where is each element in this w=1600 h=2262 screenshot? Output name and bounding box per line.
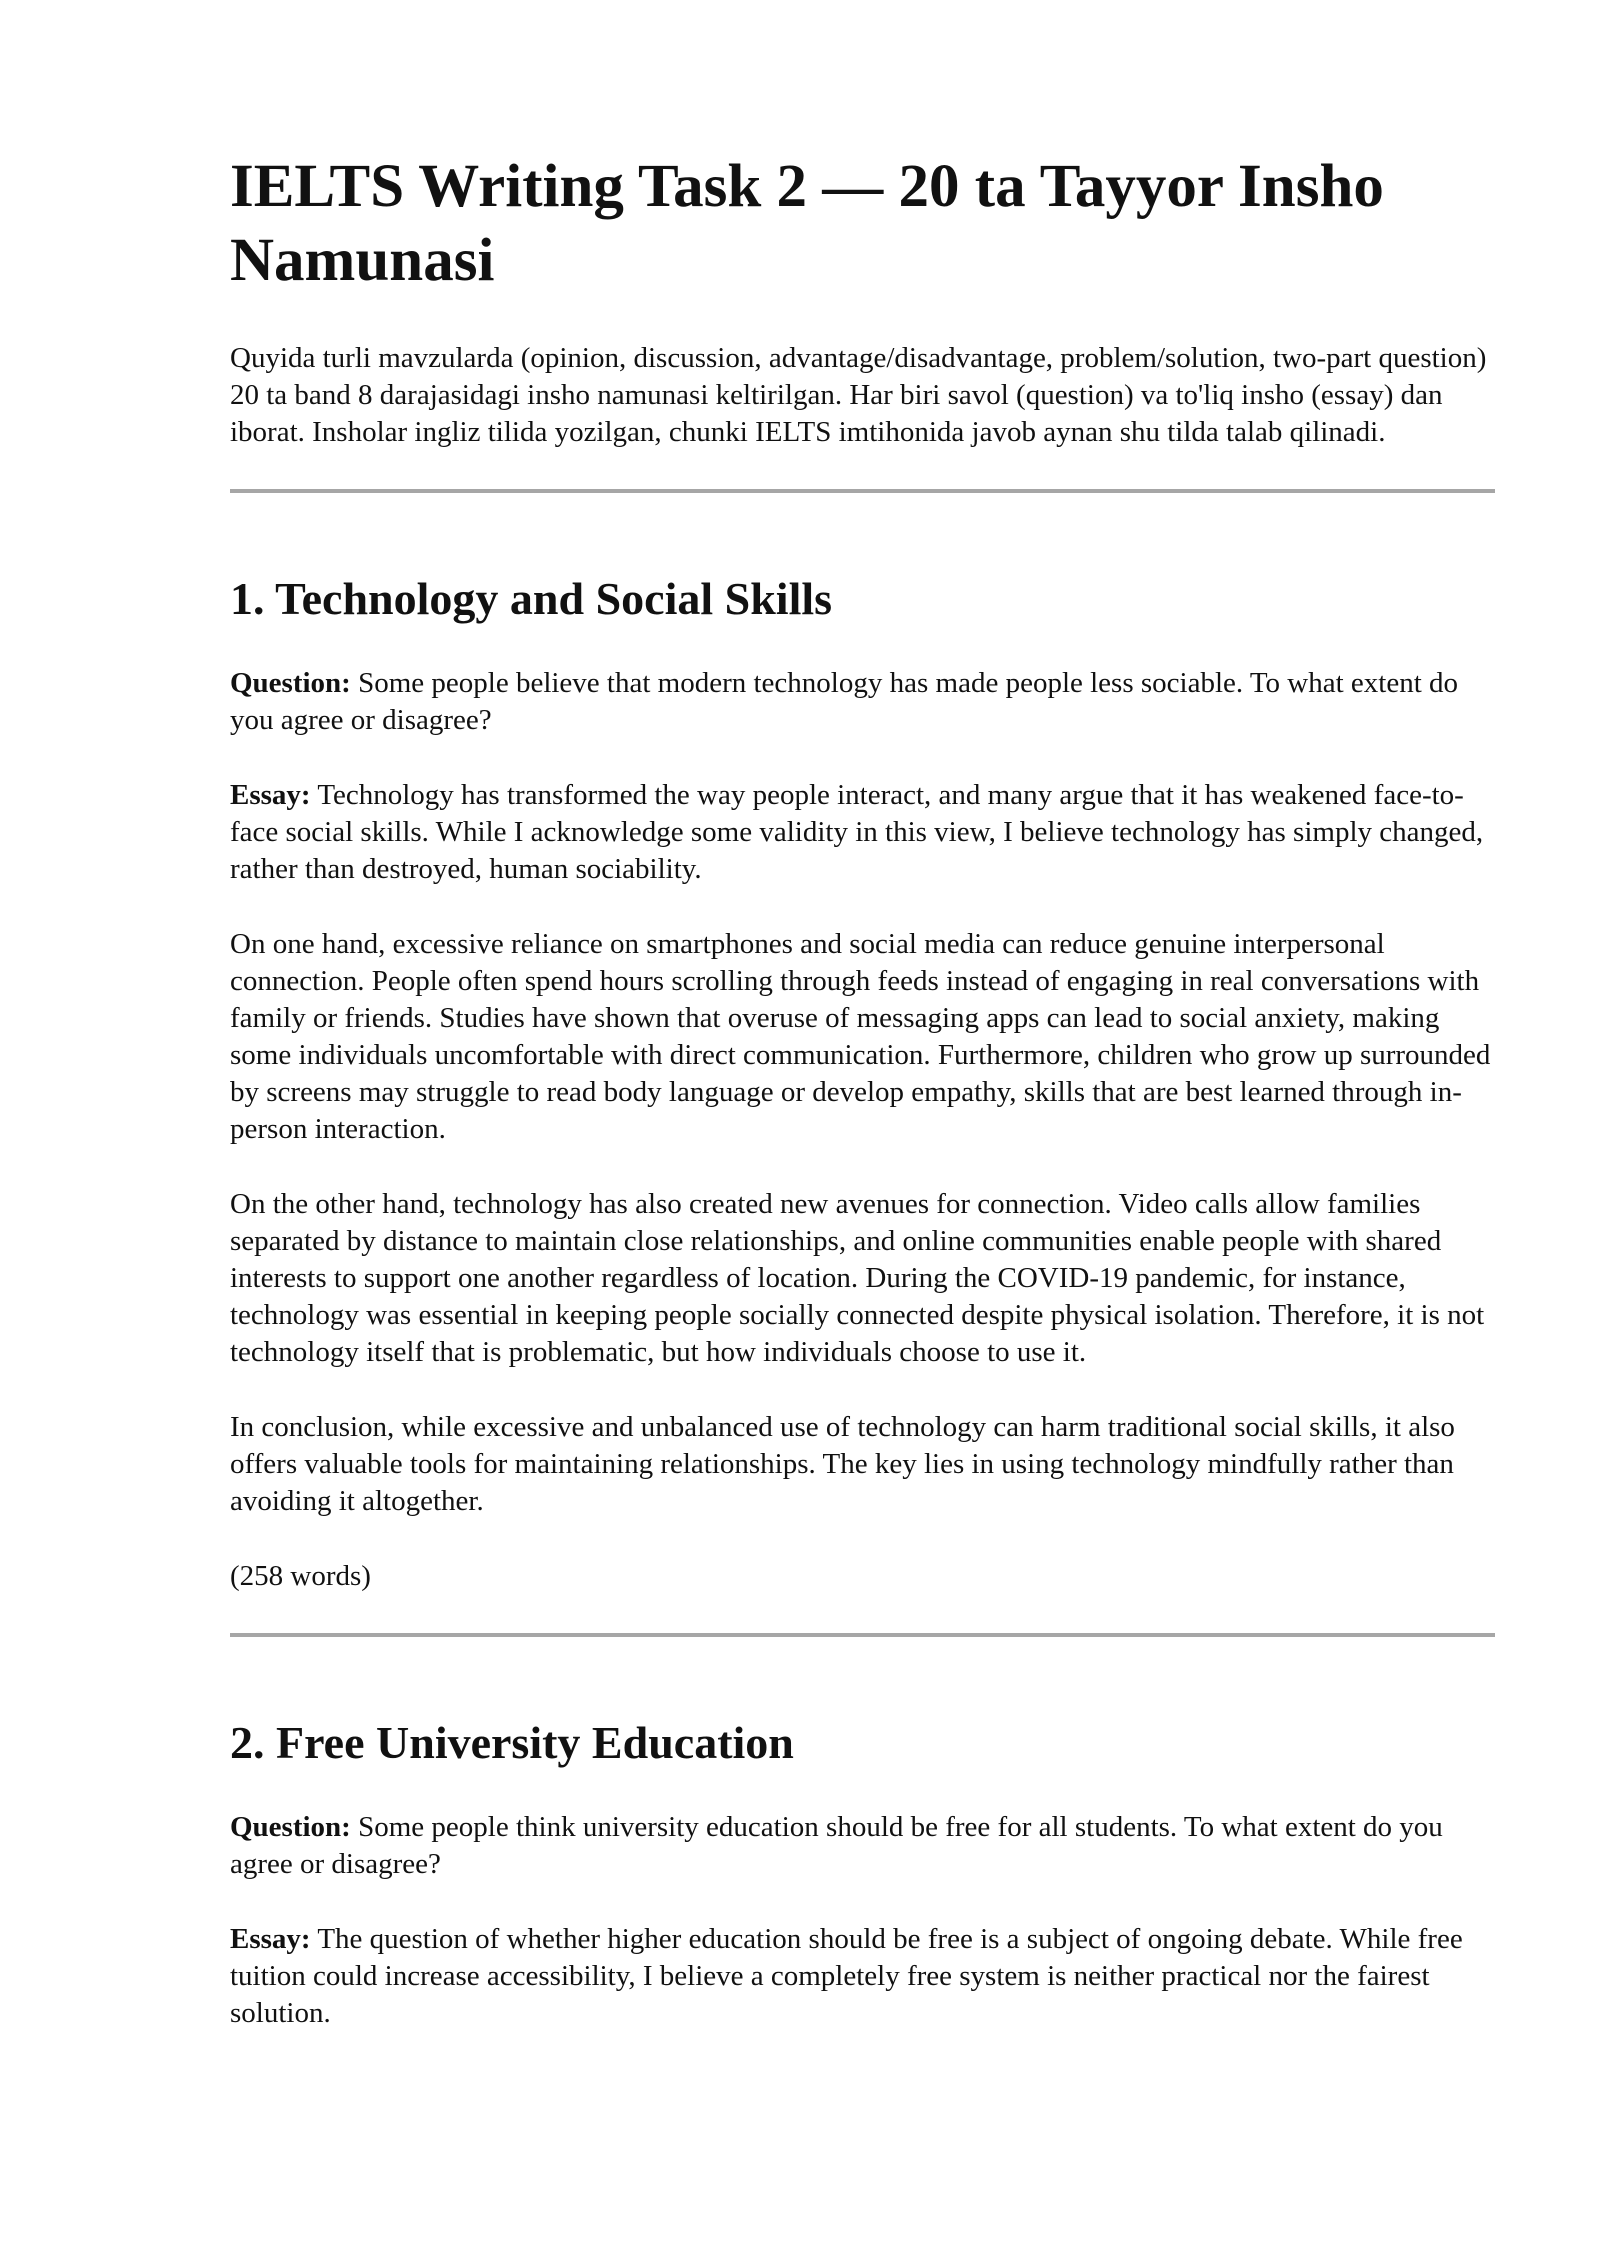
section-divider (230, 489, 1495, 493)
essay-intro-paragraph (230, 1921, 1495, 2032)
essay-intro-text: The question of whether higher education should be free is a subject of ongoing debate. While free tuition could increase accessibility, I believe a completely free system is neither practical nor the fairest solution. (230, 1923, 1463, 2029)
essay-section-1 (230, 571, 1495, 1595)
question-text: Some people believe that modern technology has made people less sociable. To what extent do you agree or disagree? (230, 667, 1459, 736)
essay-intro-text: Technology has transformed the way people interact, and many argue that it has weakened face-to-face social skills. While I acknowledge some validity in this view, I believe technology has simply changed, rather than destroyed, human sociability. (230, 779, 1484, 885)
question-paragraph (230, 1809, 1495, 1883)
question-label: Question: (230, 1811, 351, 1843)
essay-conclusion-paragraph: In conclusion, while excessive and unbalanced use of technology can harm traditional social skills, it also offers valuable tools for maintaining relationships. The key lies in using technology mindfully rather than avoiding it altogether. (230, 1411, 1455, 1517)
essay-body-paragraph: On one hand, excessive reliance on smartphones and social media can reduce genuine interpersonal connection. People often spend hours scrolling through feeds instead of engaging in real conversations with family or friends. Studies have shown that overuse of messaging apps can lead to social anxiety, making some individuals uncomfortable with direct communication. Furthermore, children who grow up surrounded by screens may struggle to read body language or develop empathy, skills that are best learned through in-person interaction. (230, 928, 1491, 1145)
word-count: (258 words) (230, 1560, 371, 1592)
essay-label: Essay: (230, 1923, 311, 1955)
intro-paragraph: Quyida turli mavzularda (opinion, discussion, advantage/disadvantage, problem/solution, two-part question) 20 ta band 8 darajasidagi insho namunasi keltirilgan. Har biri savol (question) va to'liq insho (essay) dan iborat. Insholar ingliz tilida yozilgan, chunki IELTS imtihonida javob aynan shu tilda talab qilinadi. (230, 342, 1487, 448)
question-text: Some people think university education should be free for all students. To what extent do you agree or disagree? (230, 1811, 1443, 1880)
question-paragraph (230, 665, 1495, 739)
essay-body-paragraph: On the other hand, technology has also created new avenues for connection. Video calls allow families separated by distance to maintain close relationships, and online communities enable people with shared interests to support one another regardless of location. During the COVID-19 pandemic, for instance, technology was essential in keeping people socially connected despite physical isolation. Therefore, it is not technology itself that is problematic, but how individuals choose to use it. (230, 1188, 1485, 1368)
question-label: Question: (230, 667, 351, 699)
essay-section-2 (230, 1715, 1495, 2032)
document-page (230, 150, 1495, 2070)
section-heading: 2. Free University Education (230, 1717, 794, 1768)
document-title: IELTS Writing Task 2 — 20 ta Tayyor Insho Namunasi (230, 153, 1384, 294)
section-heading: 1. Technology and Social Skills (230, 573, 833, 624)
section-divider (230, 1633, 1495, 1637)
essay-label: Essay: (230, 779, 311, 811)
essay-intro-paragraph (230, 777, 1495, 888)
